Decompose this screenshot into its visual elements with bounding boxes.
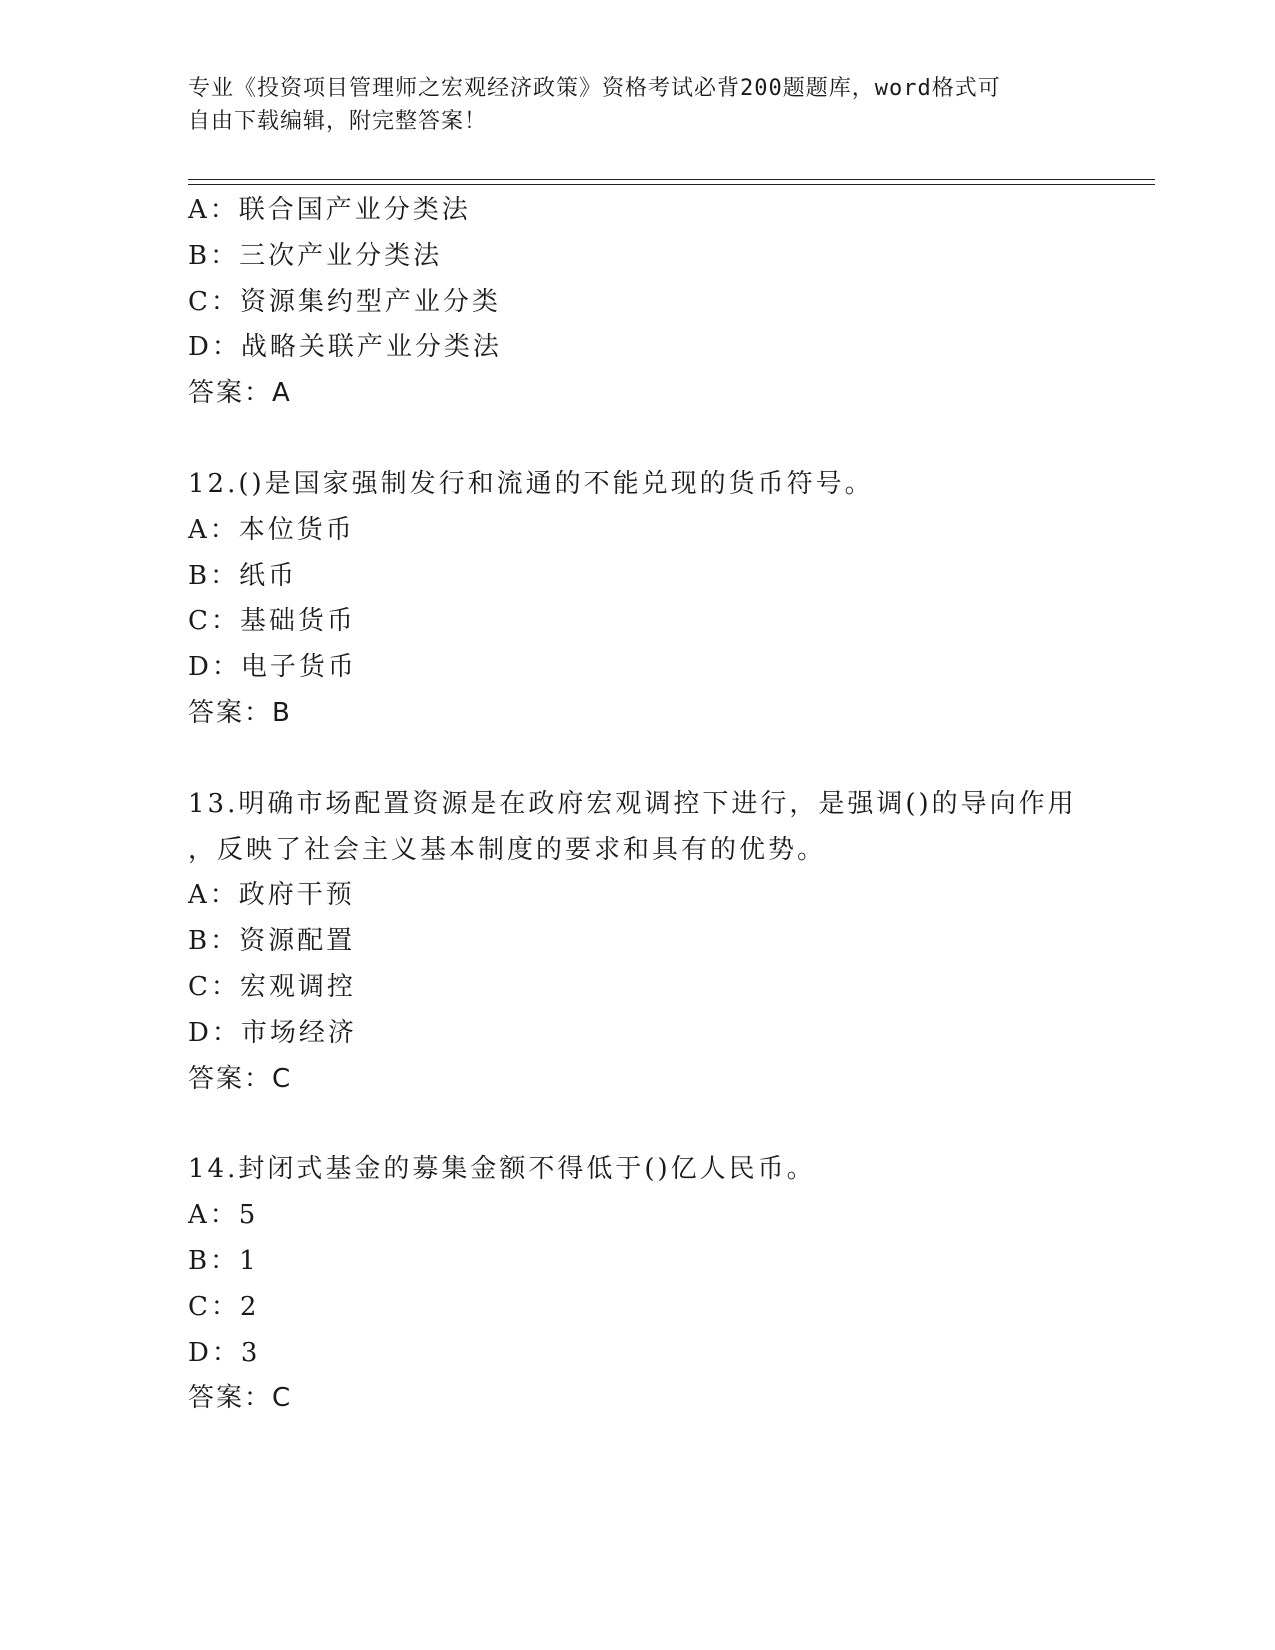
option-c: C：基础货币 [188, 606, 356, 637]
question-stem: 13.明确市场配置资源是在政府宏观调控下进行，是强调()的导向作用 [188, 788, 1077, 819]
option-c: C：宏观调控 [188, 971, 356, 1002]
option-b: B：三次产业分类法 [188, 240, 443, 271]
option-c: C：资源集约型产业分类 [188, 286, 501, 317]
question-stem: 12.()是国家强制发行和流通的不能兑现的货币符号。 [188, 468, 874, 499]
option-a: A：本位货币 [188, 514, 355, 545]
option-d: D：3 [188, 1337, 261, 1368]
question-block-11 [188, 188, 1088, 417]
option-c: C：2 [188, 1291, 260, 1322]
header-divider-bottom [188, 184, 1155, 185]
question-stem: 14.封闭式基金的募集金额不得低于()亿人民币。 [188, 1154, 816, 1185]
question-block-14 [188, 1147, 1088, 1422]
option-a: A：联合国产业分类法 [188, 195, 471, 225]
question-block-13 [188, 782, 1088, 1103]
option-b: B：资源配置 [188, 926, 356, 957]
header-line-2: 自由下载编辑，附完整答案！ [188, 109, 488, 134]
option-d: D：战略关联产业分类法 [188, 332, 502, 363]
header-line-1: 专业《投资项目管理师之宏观经济政策》资格考试必背200题题库，word格式可 [188, 76, 1001, 101]
answer-line: 答案：C [188, 1063, 293, 1094]
option-d: D：电子货币 [188, 652, 357, 683]
option-a: A：5 [188, 1200, 259, 1231]
question-stem-continued: ，反映了社会主义基本制度的要求和具有的优势。 [188, 834, 827, 865]
option-d: D：市场经济 [188, 1017, 357, 1048]
question-list [188, 188, 1088, 1422]
question-block-12 [188, 462, 1088, 737]
document-header [188, 72, 1088, 138]
answer-line: 答案：A [188, 378, 292, 409]
option-b: B：纸币 [188, 560, 298, 591]
option-b: B：1 [188, 1245, 259, 1276]
answer-line: 答案：B [188, 697, 292, 728]
option-a: A：政府干预 [188, 880, 355, 911]
answer-line: 答案：C [188, 1383, 293, 1414]
header-divider-top [188, 179, 1155, 180]
